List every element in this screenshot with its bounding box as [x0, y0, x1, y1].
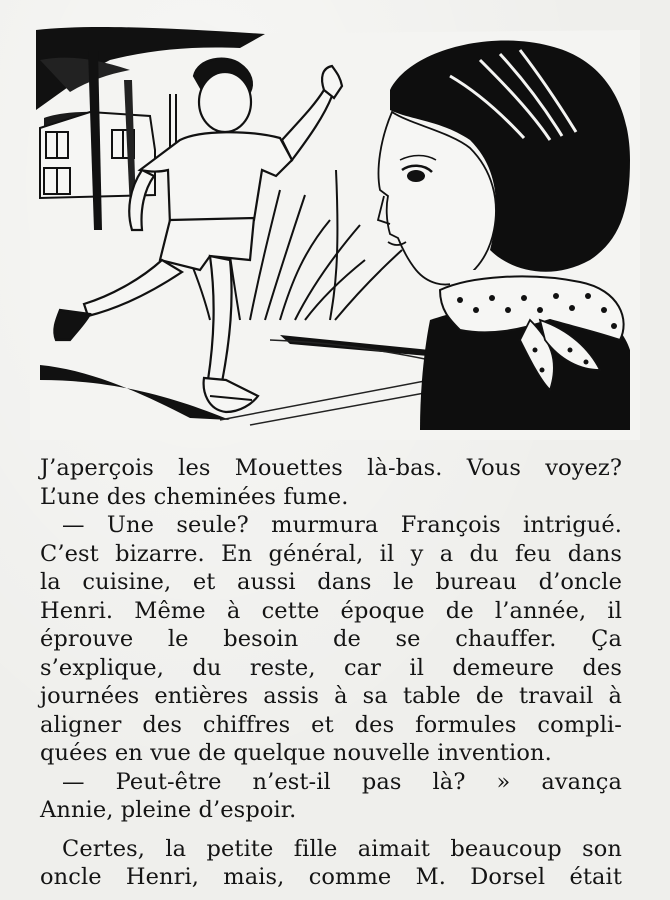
text-line: éprouve le besoin de se chauffer. Ça: [40, 626, 622, 652]
text-line: Henri. Même à cette époque de l’année, il: [40, 597, 622, 624]
book-illustration: [30, 20, 640, 440]
text-line: aligner des chiffres et des formules compli-: [40, 711, 622, 738]
text-line: J’aperçois les Mouettes là-bas. Vous voyez?: [40, 455, 622, 481]
text-line: la cuisine, et aussi dans le bureau d’oncle: [40, 569, 622, 595]
text-line: journées entières assis à sa table de travail à: [40, 683, 622, 709]
text-line: oncle Henri, mais, comme M. Dorsel était: [40, 864, 622, 890]
text-line: Certes, la petite fille aimait beaucoup son: [62, 835, 622, 862]
text-line: s’explique, du reste, car il demeure des: [40, 654, 622, 681]
text-line: L’une des cheminées fume.: [40, 483, 349, 510]
text-line: quées en vue de quelque nouvelle invention.: [40, 740, 552, 766]
text-line: C’est bizarre. En général, il y a du feu dans: [40, 540, 622, 567]
text-line: Annie, pleine d’espoir.: [40, 797, 297, 823]
text-line: — Peut-être n’est-il pas là? » avança: [62, 768, 622, 795]
story-text: [40, 454, 622, 892]
text-line: — Une seule? murmura François intrigué.: [62, 512, 622, 538]
